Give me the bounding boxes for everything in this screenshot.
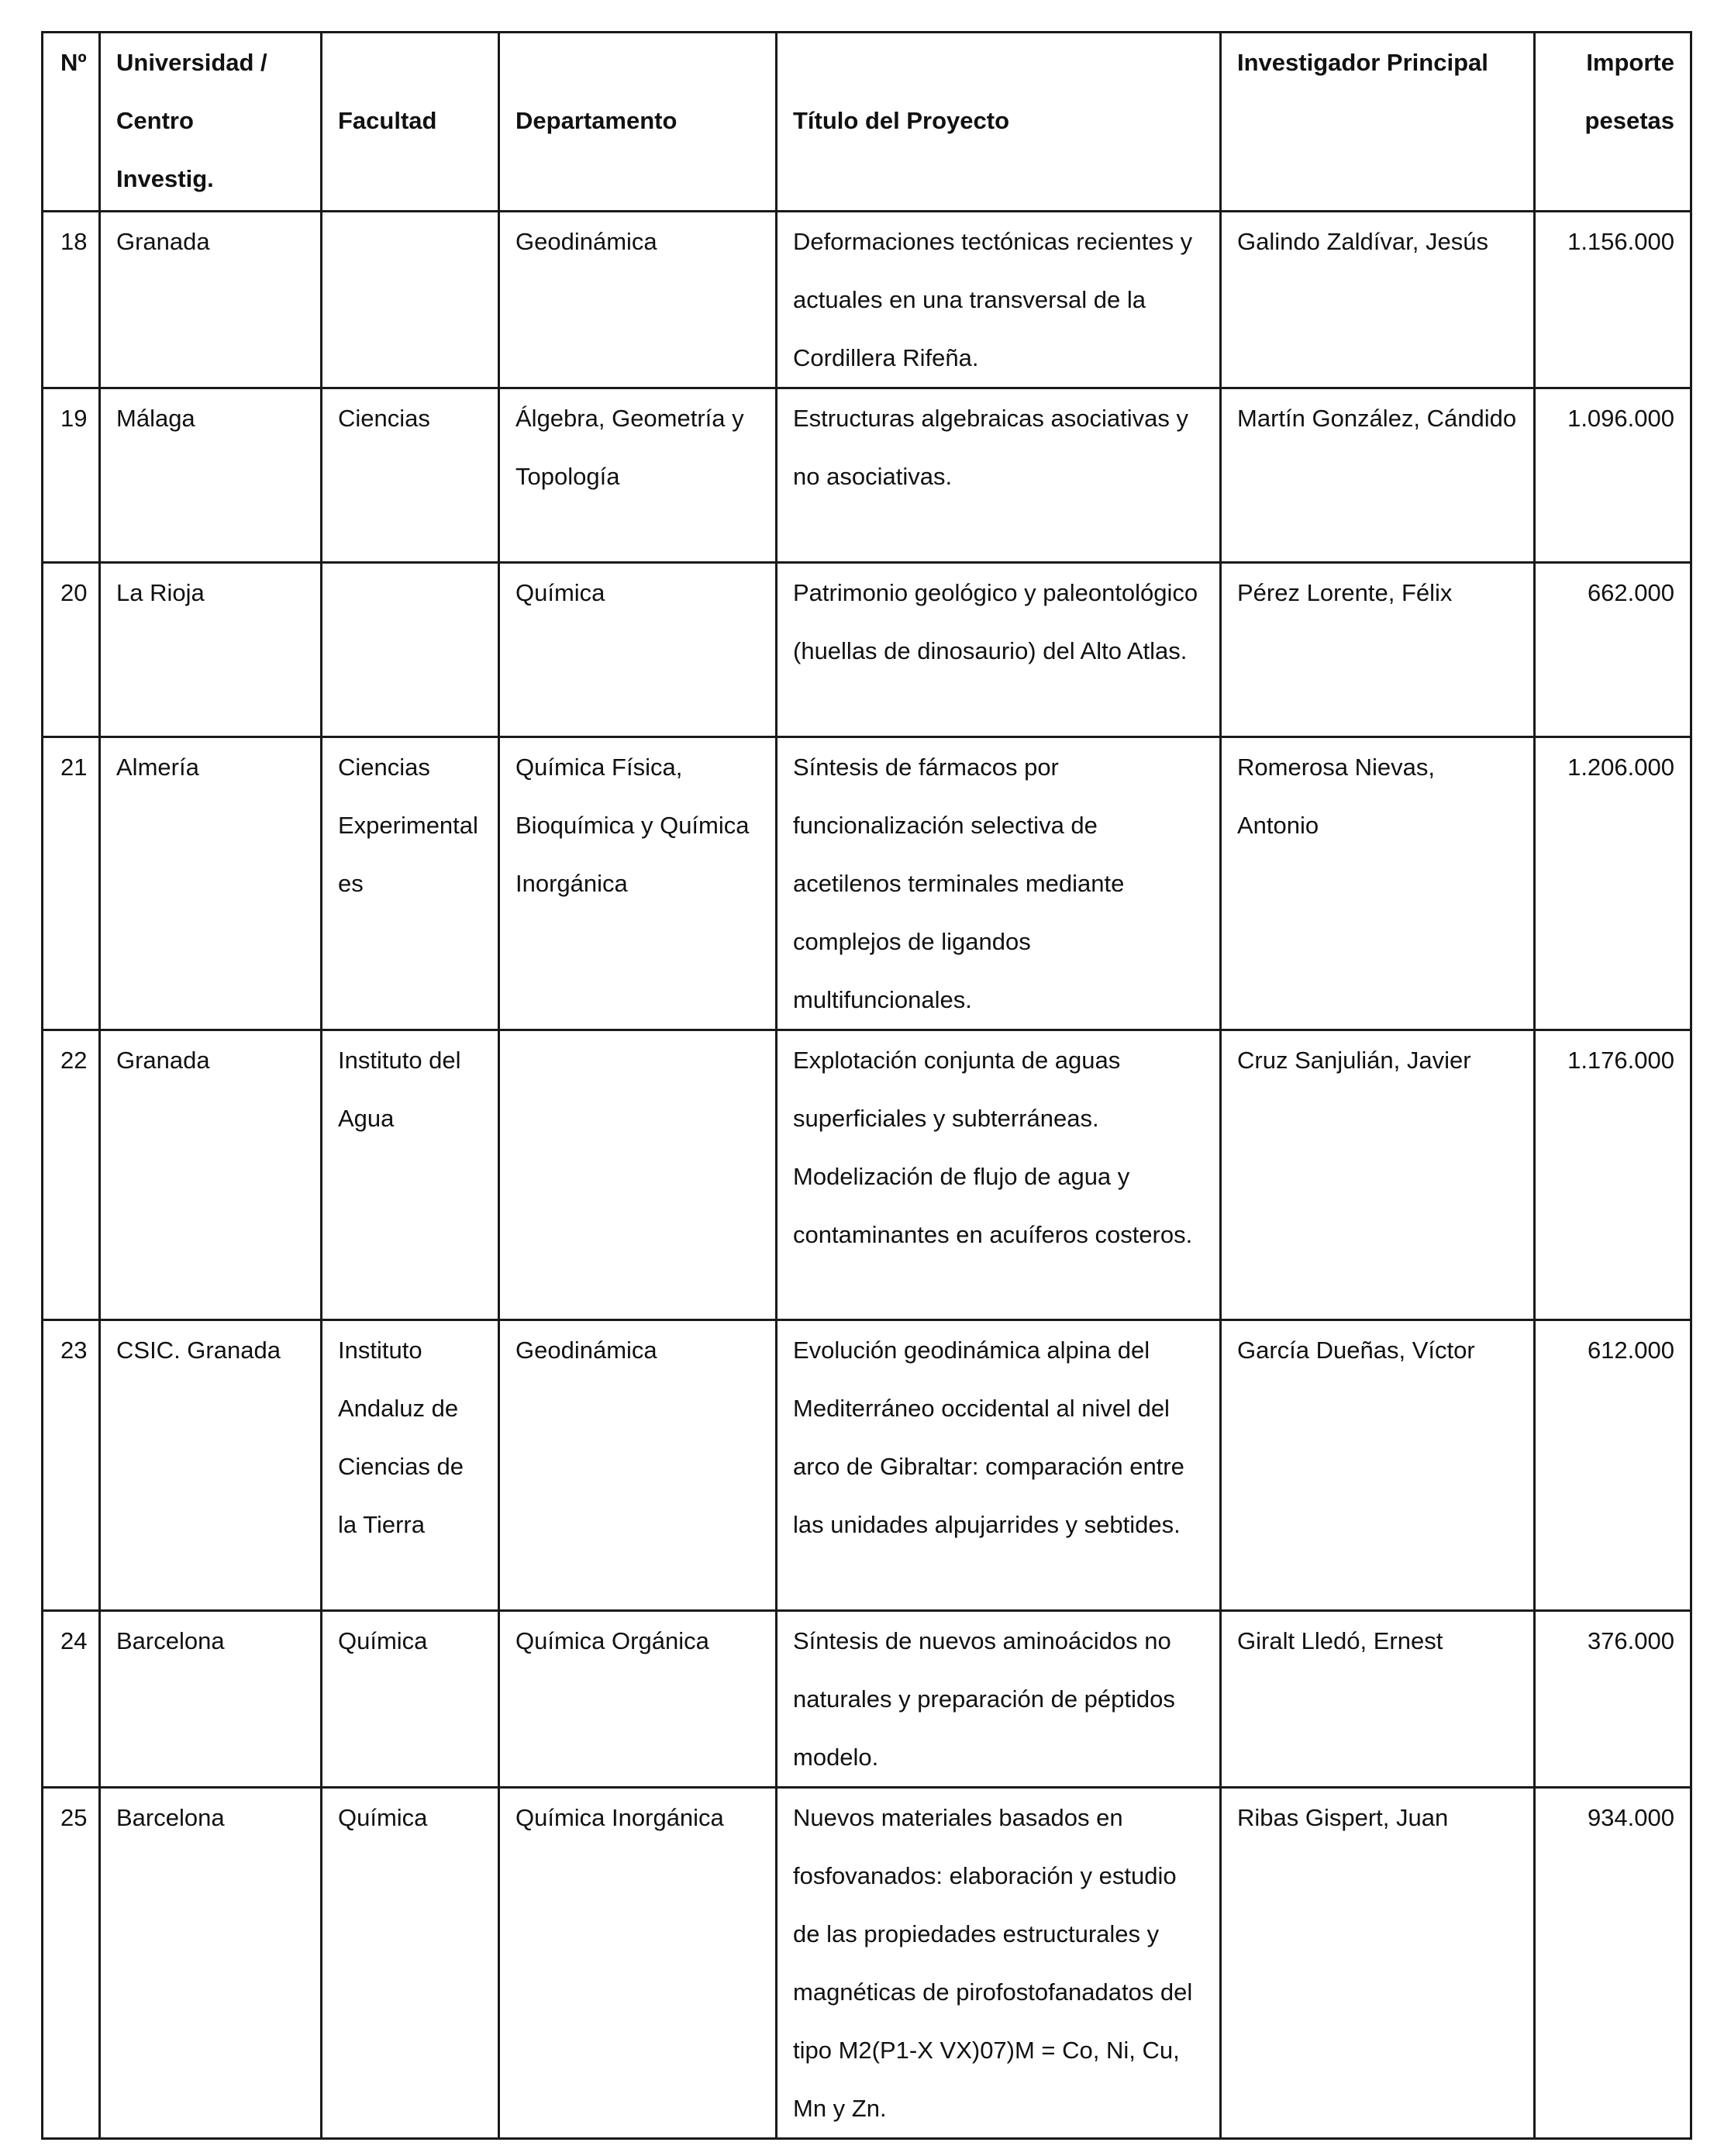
row-amount: 376.000	[1535, 1611, 1691, 1788]
table-row	[43, 1611, 1691, 1788]
grants-table	[41, 31, 1692, 2140]
header-title	[777, 33, 1221, 212]
header-amount	[1535, 33, 1691, 212]
row-university: Málaga	[100, 388, 322, 563]
row-investigator: Pérez Lorente, Félix	[1221, 563, 1535, 737]
header-num: Nº	[43, 33, 100, 212]
row-num: 25	[43, 1788, 100, 2139]
row-department: Geodinámica	[499, 1320, 777, 1611]
table-row	[43, 1030, 1691, 1320]
table-header-row	[43, 33, 1691, 212]
row-faculty: Química	[322, 1611, 499, 1788]
row-title: Explotación conjunta de aguas superficiales y subterráneas. Modelización de flujo de agua y contaminantes en acuíferos costeros.	[777, 1030, 1221, 1320]
row-faculty: Ciencias	[322, 388, 499, 563]
row-num: 18	[43, 212, 100, 388]
row-department	[499, 1030, 777, 1320]
row-title: Deformaciones tectónicas recientes y actuales en una transversal de la Cordillera Rifeña.	[777, 212, 1221, 388]
header-department	[499, 33, 777, 212]
header-department-label: Departamento	[515, 107, 677, 134]
row-investigator: Ribas Gispert, Juan	[1221, 1788, 1535, 2139]
table-row	[43, 1320, 1691, 1611]
row-department: Química Física, Bioquímica y Química Inorgánica	[499, 737, 777, 1030]
row-num: 21	[43, 737, 100, 1030]
row-title: Evolución geodinámica alpina del Mediterráneo occidental al nivel del arco de Gibraltar: comparación entre las unidades alpujarrides y sebtides.	[777, 1320, 1221, 1611]
row-faculty: Instituto del Agua	[322, 1030, 499, 1320]
row-amount: 612.000	[1535, 1320, 1691, 1611]
row-university: Almería	[100, 737, 322, 1030]
row-amount: 1.156.000	[1535, 212, 1691, 388]
header-investigator: Investigador Principal	[1221, 33, 1535, 212]
row-title: Síntesis de nuevos aminoácidos no naturales y preparación de péptidos modelo.	[777, 1611, 1221, 1788]
header-amount-line: Importe	[1586, 49, 1674, 76]
row-amount: 1.176.000	[1535, 1030, 1691, 1320]
table-row	[43, 563, 1691, 737]
row-investigator: Martín González, Cándido	[1221, 388, 1535, 563]
row-university: CSIC. Granada	[100, 1320, 322, 1611]
row-faculty: Química	[322, 1788, 499, 2139]
header-faculty	[322, 33, 499, 212]
row-department: Geodinámica	[499, 212, 777, 388]
row-university: La Rioja	[100, 563, 322, 737]
row-department: Álgebra, Geometría y Topología	[499, 388, 777, 563]
row-num: 20	[43, 563, 100, 737]
row-investigator: Romerosa Nievas, Antonio	[1221, 737, 1535, 1030]
row-investigator: Cruz Sanjulián, Javier	[1221, 1030, 1535, 1320]
header-title-label: Título del Proyecto	[793, 107, 1010, 134]
row-amount: 1.206.000	[1535, 737, 1691, 1030]
row-investigator: Galindo Zaldívar, Jesús	[1221, 212, 1535, 388]
row-title: Nuevos materiales basados en fosfovanados: elaboración y estudio de las propiedades estructurales y magnéticas de pirofostofanadatos del tipo M2(P1-X VX)07)M = Co, Ni, Cu, Mn y Zn.	[777, 1788, 1221, 2139]
row-investigator: Giralt Lledó, Ernest	[1221, 1611, 1535, 1788]
table-row	[43, 1788, 1691, 2139]
row-num: 19	[43, 388, 100, 563]
row-investigator: García Dueñas, Víctor	[1221, 1320, 1535, 1611]
header-university	[100, 33, 322, 212]
row-amount: 1.096.000	[1535, 388, 1691, 563]
row-faculty: Instituto Andaluz de Ciencias de la Tierra	[322, 1320, 499, 1611]
row-university: Granada	[100, 1030, 322, 1320]
header-faculty-label: Facultad	[338, 107, 437, 134]
table-row	[43, 212, 1691, 388]
row-university: Barcelona	[100, 1788, 322, 2139]
row-university: Granada	[100, 212, 322, 388]
row-title: Síntesis de fármacos por funcionalización selectiva de acetilenos terminales mediante complejos de ligandos multifuncionales.	[777, 737, 1221, 1030]
row-amount: 662.000	[1535, 563, 1691, 737]
table-row	[43, 388, 1691, 563]
header-amount-line: pesetas	[1584, 107, 1674, 134]
row-department: Química Inorgánica	[499, 1788, 777, 2139]
header-university-line: Investig.	[116, 165, 214, 192]
row-university: Barcelona	[100, 1611, 322, 1788]
header-university-line: Centro	[116, 107, 194, 134]
table-row	[43, 737, 1691, 1030]
row-title: Estructuras algebraicas asociativas y no asociativas.	[777, 388, 1221, 563]
row-faculty	[322, 563, 499, 737]
row-department: Química	[499, 563, 777, 737]
row-faculty: Ciencias Experimentales	[322, 737, 499, 1030]
row-num: 22	[43, 1030, 100, 1320]
row-title: Patrimonio geológico y paleontológico (huellas de dinosaurio) del Alto Atlas.	[777, 563, 1221, 737]
row-faculty	[322, 212, 499, 388]
row-department: Química Orgánica	[499, 1611, 777, 1788]
row-num: 24	[43, 1611, 100, 1788]
row-num: 23	[43, 1320, 100, 1611]
header-university-line: Universidad /	[116, 49, 267, 76]
row-amount: 934.000	[1535, 1788, 1691, 2139]
